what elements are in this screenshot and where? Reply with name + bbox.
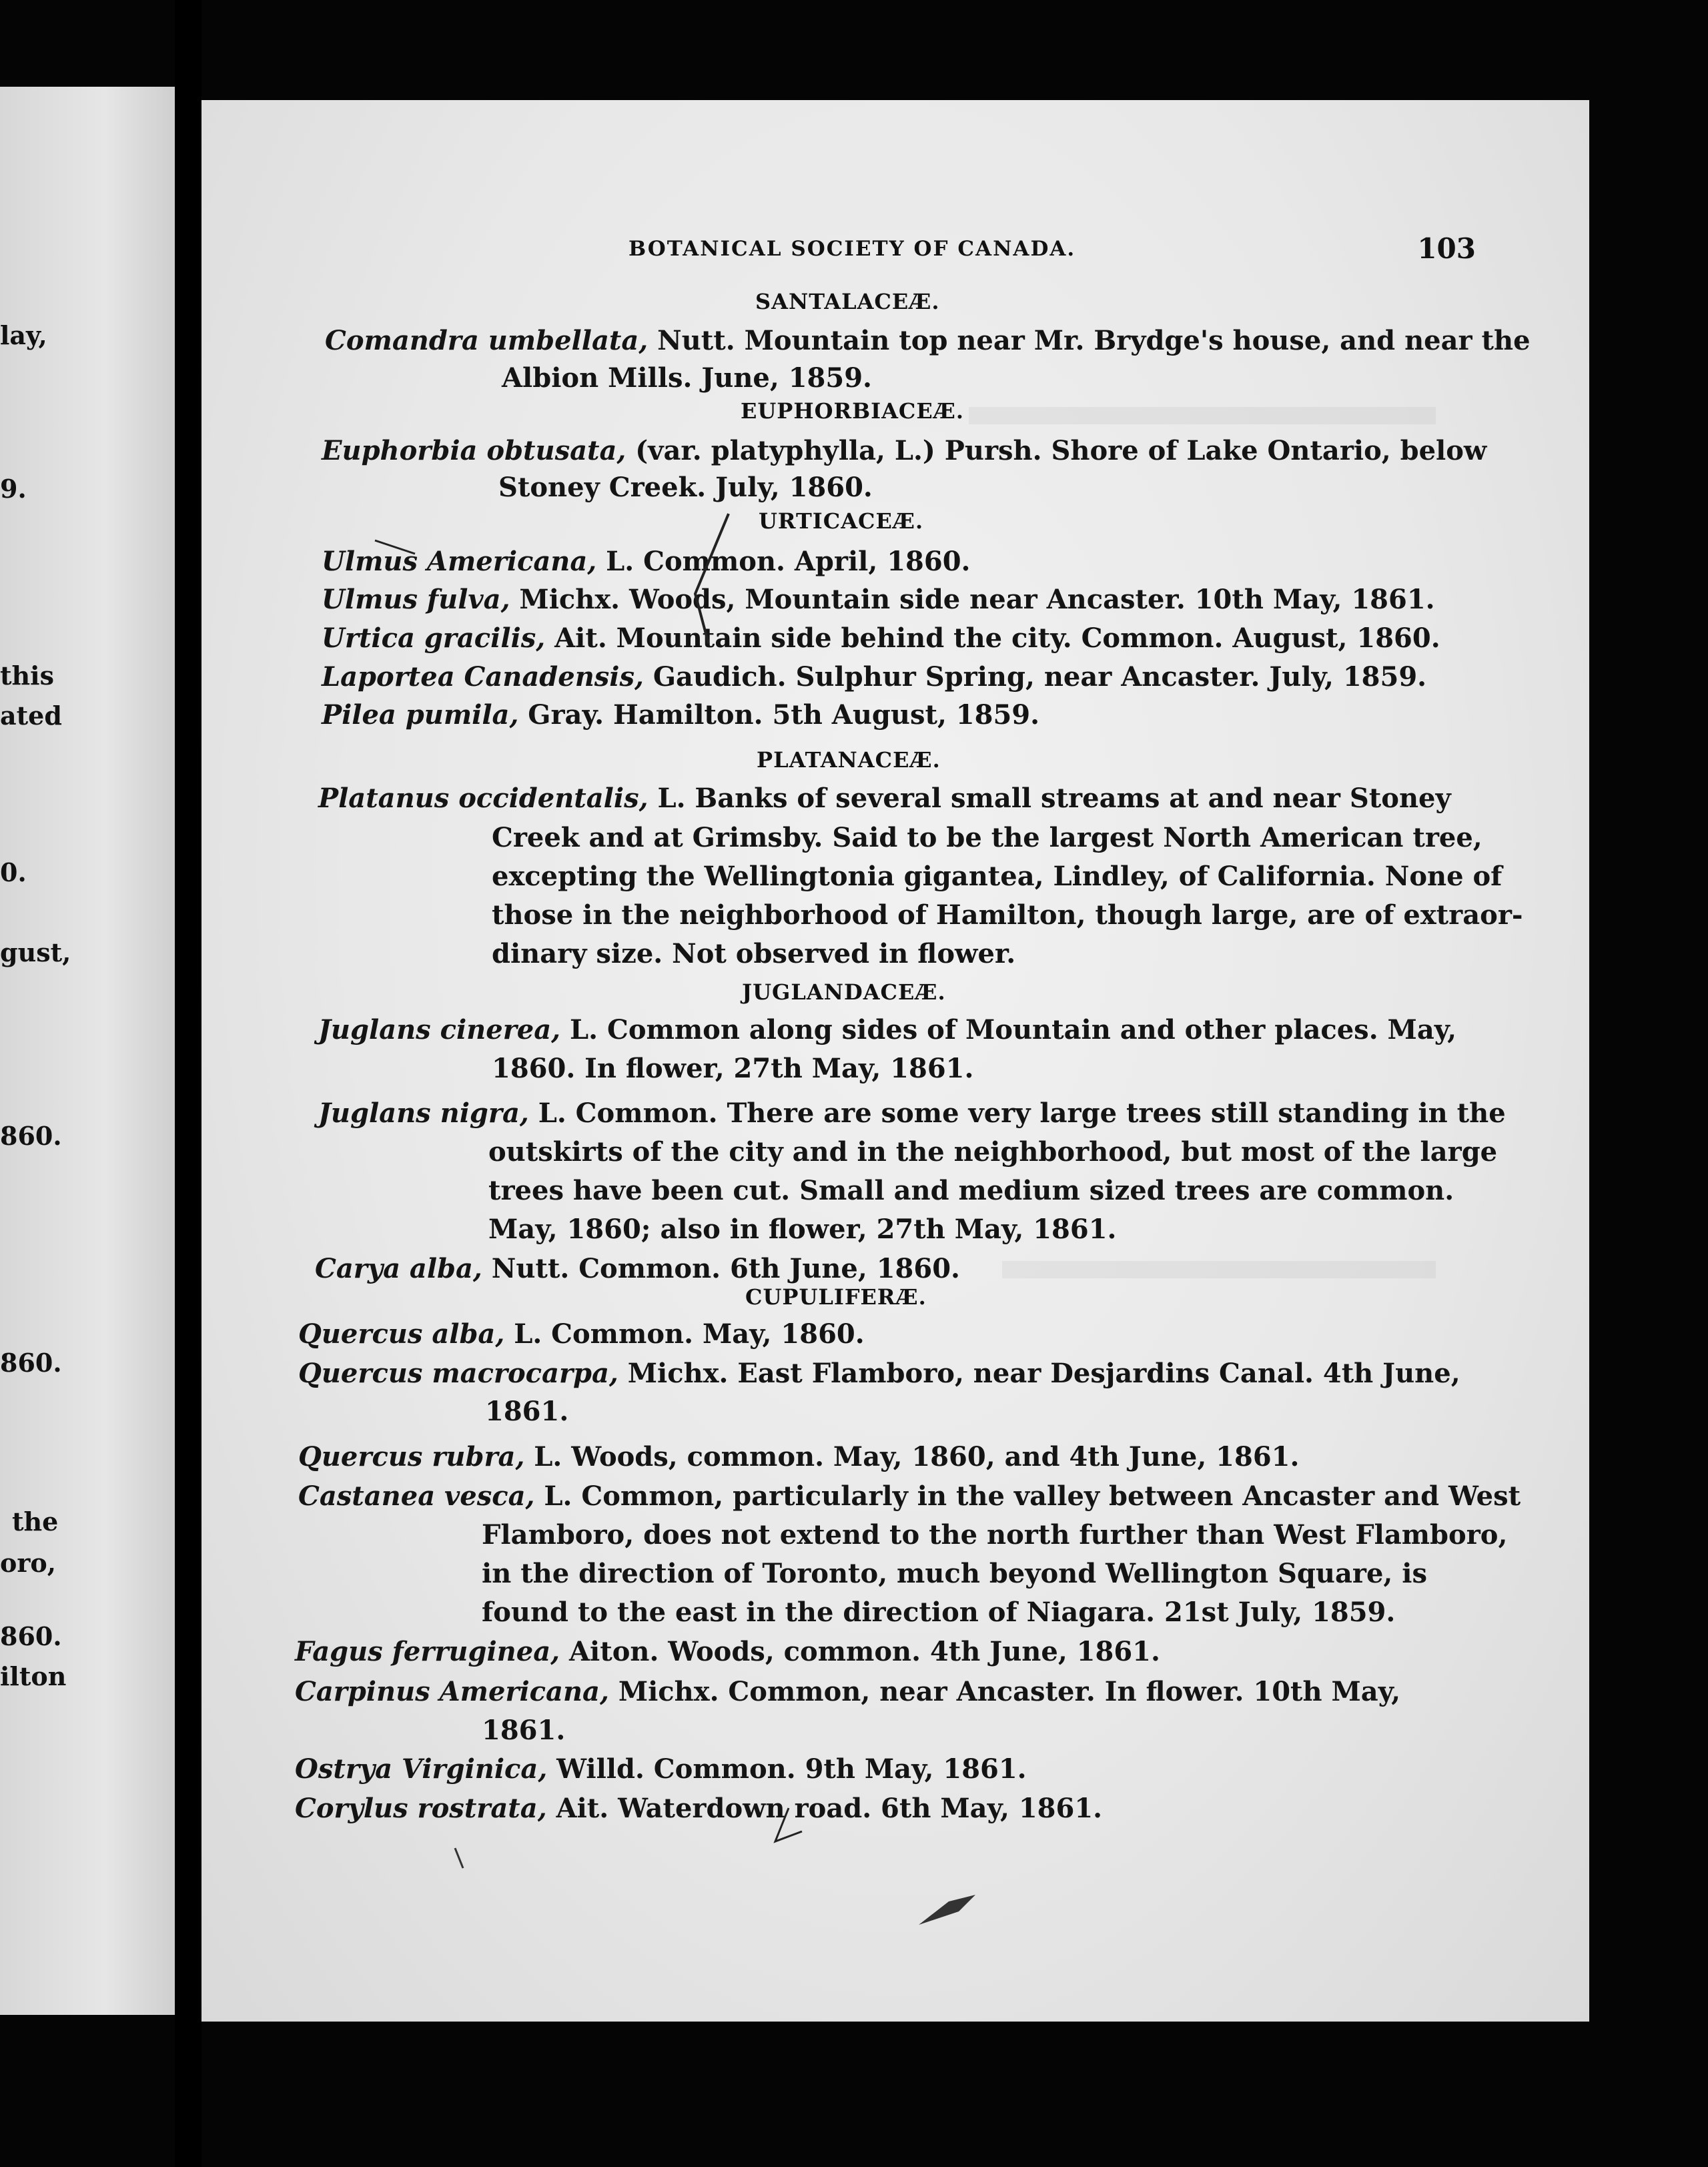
entry-text: Willd. Common. 9th May, 1861. xyxy=(547,1753,1027,1785)
entry-continuation: May, 1860; also in flower, 27th May, 1861. xyxy=(488,1214,1117,1245)
entry-text: Nutt. Mountain top near Mr. Brydge's house, and near the xyxy=(648,325,1531,356)
entry-continuation: those in the neighborhood of Hamilton, though large, are of extraor- xyxy=(492,899,1523,931)
species-name: Ulmus Americana, xyxy=(322,546,597,577)
running-title: BOTANICAL SOCIETY OF CANADA. xyxy=(628,237,1076,261)
left-page-fragment: ated xyxy=(0,701,62,731)
left-page-fragment: 9. xyxy=(0,474,27,504)
species-name: Fagus ferruginea, xyxy=(295,1636,560,1667)
entry-continuation: 1861. xyxy=(485,1396,569,1427)
entry-text: Michx. Common, near Ancaster. In flower. 10th May, xyxy=(608,1676,1401,1707)
entry-text: Nutt. Common. 6th June, 1860. xyxy=(482,1253,960,1284)
family-heading: SANTALACEÆ. xyxy=(755,289,940,314)
entry-continuation: trees have been cut. Small and medium sized trees are common. xyxy=(488,1175,1454,1206)
entry-text: Michx. East Flamboro, near Desjardins Canal. 4th June, xyxy=(618,1358,1460,1389)
entry-continuation: in the direction of Toronto, much beyond Wellington Square, is xyxy=(482,1558,1427,1589)
entry-text: Gaudich. Sulphur Spring, near Ancaster. July, 1859. xyxy=(643,661,1427,693)
species-name: Juglans nigra, xyxy=(318,1098,529,1129)
left-page-fragment: 860. xyxy=(0,1121,62,1151)
left-page-fragment: 0. xyxy=(0,857,27,887)
entry-text: L. Common along sides of Mountain and other places. May, xyxy=(560,1014,1457,1045)
left-page-fragment: lay, xyxy=(0,320,47,350)
entry-text: (var. platyphylla, L.) Pursh. Shore of Lake Ontario, below xyxy=(626,435,1487,466)
entry-text: Gray. Hamilton. 5th August, 1859. xyxy=(518,699,1040,731)
species-name: Ostrya Virginica, xyxy=(295,1753,548,1785)
left-page-fragment: ilton xyxy=(0,1661,67,1691)
family-heading: JUGLANDACEÆ. xyxy=(742,979,946,1005)
species-name: Juglans cinerea, xyxy=(318,1014,561,1045)
species-name: Carpinus Americana, xyxy=(295,1676,609,1707)
family-heading: EUPHORBIACEÆ. xyxy=(741,398,964,424)
entry-continuation: 1860. In flower, 27th May, 1861. xyxy=(492,1053,974,1084)
left-page-fragment: 860. xyxy=(0,1621,62,1651)
entry-text: Ait. Waterdown road. 6th May, 1861. xyxy=(546,1793,1103,1824)
entry-continuation: found to the east in the direction of Niagara. 21st July, 1859. xyxy=(482,1597,1396,1628)
species-name: Corylus rostrata, xyxy=(295,1793,547,1824)
entry-text: L. Common. There are some very large trees still standing in the xyxy=(528,1098,1506,1129)
entry-continuation: Stoney Creek. July, 1860. xyxy=(498,472,873,503)
entry-continuation: Albion Mills. June, 1859. xyxy=(502,362,872,394)
entry-text: Aiton. Woods, common. 4th June, 1861. xyxy=(560,1636,1160,1667)
entry-text: L. Common, particularly in the valley between Ancaster and West xyxy=(534,1480,1521,1512)
species-name: Quercus macrocarpa, xyxy=(298,1358,618,1389)
entry-text: L. Banks of several small streams at and near Stoney xyxy=(648,783,1451,814)
entry-text: Ait. Mountain side behind the city. Common. August, 1860. xyxy=(545,622,1440,654)
entry-text: L. Woods, common. May, 1860, and 4th June, 1861. xyxy=(524,1441,1300,1472)
family-heading: URTICACEÆ. xyxy=(759,508,924,534)
entry-text: L. Common. May, 1860. xyxy=(504,1318,865,1350)
page-number: 103 xyxy=(1417,232,1476,265)
book-gutter xyxy=(175,0,201,2167)
species-name: Carya alba, xyxy=(315,1253,482,1284)
species-name: Urtica gracilis, xyxy=(322,622,546,654)
entry-continuation: outskirts of the city and in the neighborhood, but most of the large xyxy=(488,1136,1498,1168)
species-name: Platanus occidentalis, xyxy=(318,783,649,814)
entry-continuation: Flamboro, does not extend to the north further than West Flamboro, xyxy=(482,1519,1508,1551)
species-name: Quercus rubra, xyxy=(298,1441,525,1472)
entry-continuation: excepting the Wellingtonia gigantea, Lindley, of California. None of xyxy=(492,861,1503,892)
species-name: Castanea vesca, xyxy=(298,1480,535,1512)
entry-text: Michx. Woods, Mountain side near Ancaster. 10th May, 1861. xyxy=(510,584,1435,615)
left-page-fragment: 860. xyxy=(0,1348,62,1378)
species-name: Comandra umbellata, xyxy=(325,325,649,356)
previous-page-edge xyxy=(0,87,175,2015)
entry-continuation: dinary size. Not observed in flower. xyxy=(492,938,1016,969)
family-heading: CUPULIFERÆ. xyxy=(745,1284,927,1310)
left-page-fragment: this xyxy=(0,661,55,691)
species-name: Pilea pumila, xyxy=(322,699,519,731)
species-name: Laportea Canadensis, xyxy=(322,661,644,693)
entry-continuation: Creek and at Grimsby. Said to be the largest North American tree, xyxy=(492,822,1482,853)
left-page-fragment: oro, xyxy=(0,1548,56,1578)
species-name: Quercus alba, xyxy=(298,1318,505,1350)
left-page-fragment: gust, xyxy=(0,937,71,967)
species-name: Euphorbia obtusata, xyxy=(322,435,626,466)
species-name: Ulmus fulva, xyxy=(322,584,510,615)
pen-marks xyxy=(201,100,1589,2022)
family-heading: PLATANACEÆ. xyxy=(757,747,941,773)
entry-continuation: 1861. xyxy=(482,1715,566,1746)
entry-text: L. Common. April, 1860. xyxy=(596,546,971,577)
book-page xyxy=(201,100,1589,2022)
left-page-fragment: the xyxy=(12,1506,59,1537)
